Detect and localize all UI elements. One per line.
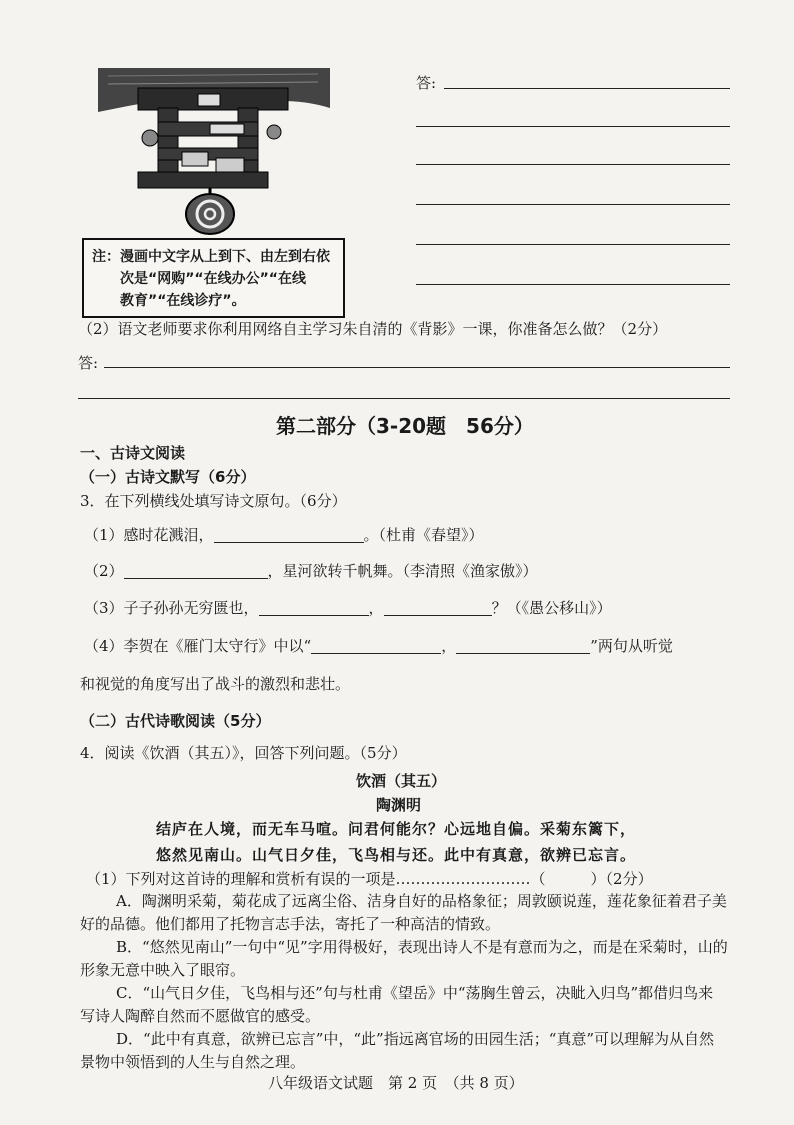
- note-label: 注：: [92, 249, 120, 265]
- q3-item-4: [84, 635, 673, 656]
- q3-blank-4a[interactable]: [311, 638, 441, 654]
- answer-label-q1-1: 答:: [416, 74, 437, 92]
- q4-1-option-c: C．“山气日夕佳，飞鸟相与还”句与杜甫《望岳》中“荡胸生曾云，决眦入归鸟”都借归鸟来写诗人陶醉自然而不愿做官的感受。: [80, 984, 714, 1025]
- note-line-2: 次是“网购”“在线办公”“在线: [120, 271, 307, 287]
- section-1-heading: 一、古诗文阅读: [80, 444, 186, 462]
- q3-item-2-pre: （2）: [84, 562, 124, 580]
- q3-item-4-post: ”两句从听觉: [590, 637, 673, 655]
- cartoon-illustration-icon: [98, 68, 330, 236]
- poem-author: 陶渊明: [376, 796, 422, 814]
- cartoon-illustration: [98, 68, 330, 236]
- answer-line-3[interactable]: [416, 164, 730, 165]
- part2-title: 第二部分（3-20题 56分）: [276, 414, 534, 438]
- question-3-stem: 3．在下列横线处填写诗文原句。（6分）: [80, 492, 347, 510]
- note-line-3: 教育”“在线诊疗”。: [120, 293, 246, 309]
- q4-1-option-a: A．陶渊明采菊，菊花成了远离尘俗、洁身自好的品格象征；周敦颐说莲，莲花象征着君子美好的品德。他们都用了托物言志手法，寄托了一种高洁的情致。: [80, 892, 727, 933]
- q3-item-1-pre: （1）感时花溅泪，: [84, 526, 214, 544]
- q4-1-stem: （1）下列对这首诗的理解和赏析有误的一项是………………………（ ）（2分）: [86, 870, 653, 888]
- q3-blank-3b[interactable]: [384, 600, 492, 616]
- q3-item-3: [84, 597, 612, 618]
- q3-item-2: [84, 560, 538, 581]
- q3-item-4-mid: ，: [441, 637, 457, 655]
- cartoon-note-box: [82, 238, 345, 318]
- note-line-1: 漫画中文字从上到下、由左到右依: [120, 249, 330, 265]
- q3-item-2-post: ，星河欲转千帆舞。（李清照《渔家傲》）: [267, 562, 538, 580]
- question-1-2: （2）语文老师要求你利用网络自主学习朱自清的《背影》一课，你准备怎么做？（2分）: [78, 320, 668, 338]
- answer-line-q1-2-a[interactable]: [104, 367, 730, 368]
- answer-line-2[interactable]: [416, 126, 730, 127]
- q3-blank-1[interactable]: [214, 527, 364, 543]
- subsection-2-heading: （二）古代诗歌阅读（5分）: [80, 712, 271, 730]
- answer-line-q1-2-b[interactable]: [78, 398, 730, 399]
- q4-1-option-b: B．“悠然见南山”一句中“见”字用得极好，表现出诗人不是有意而为之，而是在采菊时，山的形象无意中映入了眼帘。: [80, 938, 728, 979]
- poem-title: 饮酒（其五）: [356, 772, 447, 790]
- page-footer: 八年级语文试题 第 2 页 （共 8 页）: [268, 1074, 524, 1092]
- q3-blank-2[interactable]: [124, 563, 268, 579]
- answer-line-5[interactable]: [416, 244, 730, 245]
- q3-item-4-pre: （4）李贺在《雁门太守行》中以“: [84, 637, 312, 655]
- answer-line-1[interactable]: [444, 88, 730, 89]
- poem-line-2: 悠然见南山。山气日夕佳，飞鸟相与还。此中有真意，欲辨已忘言。: [156, 846, 637, 864]
- q3-blank-3a[interactable]: [259, 600, 369, 616]
- subsection-1-heading: （一）古诗文默写（6分）: [80, 468, 256, 486]
- answer-line-4[interactable]: [416, 204, 730, 205]
- q3-item-3-mid: ，: [368, 599, 384, 617]
- question-4-stem: 4．阅读《饮酒（其五）》，回答下列问题。（5分）: [80, 744, 407, 762]
- q3-item-1-post: 。（杜甫《春望》）: [363, 526, 484, 544]
- q4-1-option-d: D．“此中有真意，欲辨已忘言”中，“此”指远离官场的田园生活；“真意”可以理解为从自然景物中领悟到的人生与自然之理。: [80, 1030, 715, 1071]
- poem-line-1: 结庐在人境，而无车马喧。问君何能尔？心远地自偏。采菊东篱下，: [156, 820, 637, 838]
- q3-blank-4b[interactable]: [456, 638, 590, 654]
- answer-label-q1-2: 答:: [78, 354, 99, 372]
- q3-item-3-post: ？（《愚公移山》）: [491, 599, 612, 617]
- answer-line-6[interactable]: [416, 284, 730, 285]
- q3-item-3-pre: （3）子子孙孙无穷匮也，: [84, 599, 259, 617]
- q3-item-4-continuation: 和视觉的角度写出了战斗的激烈和悲壮。: [80, 675, 351, 693]
- q3-item-1: [84, 524, 484, 545]
